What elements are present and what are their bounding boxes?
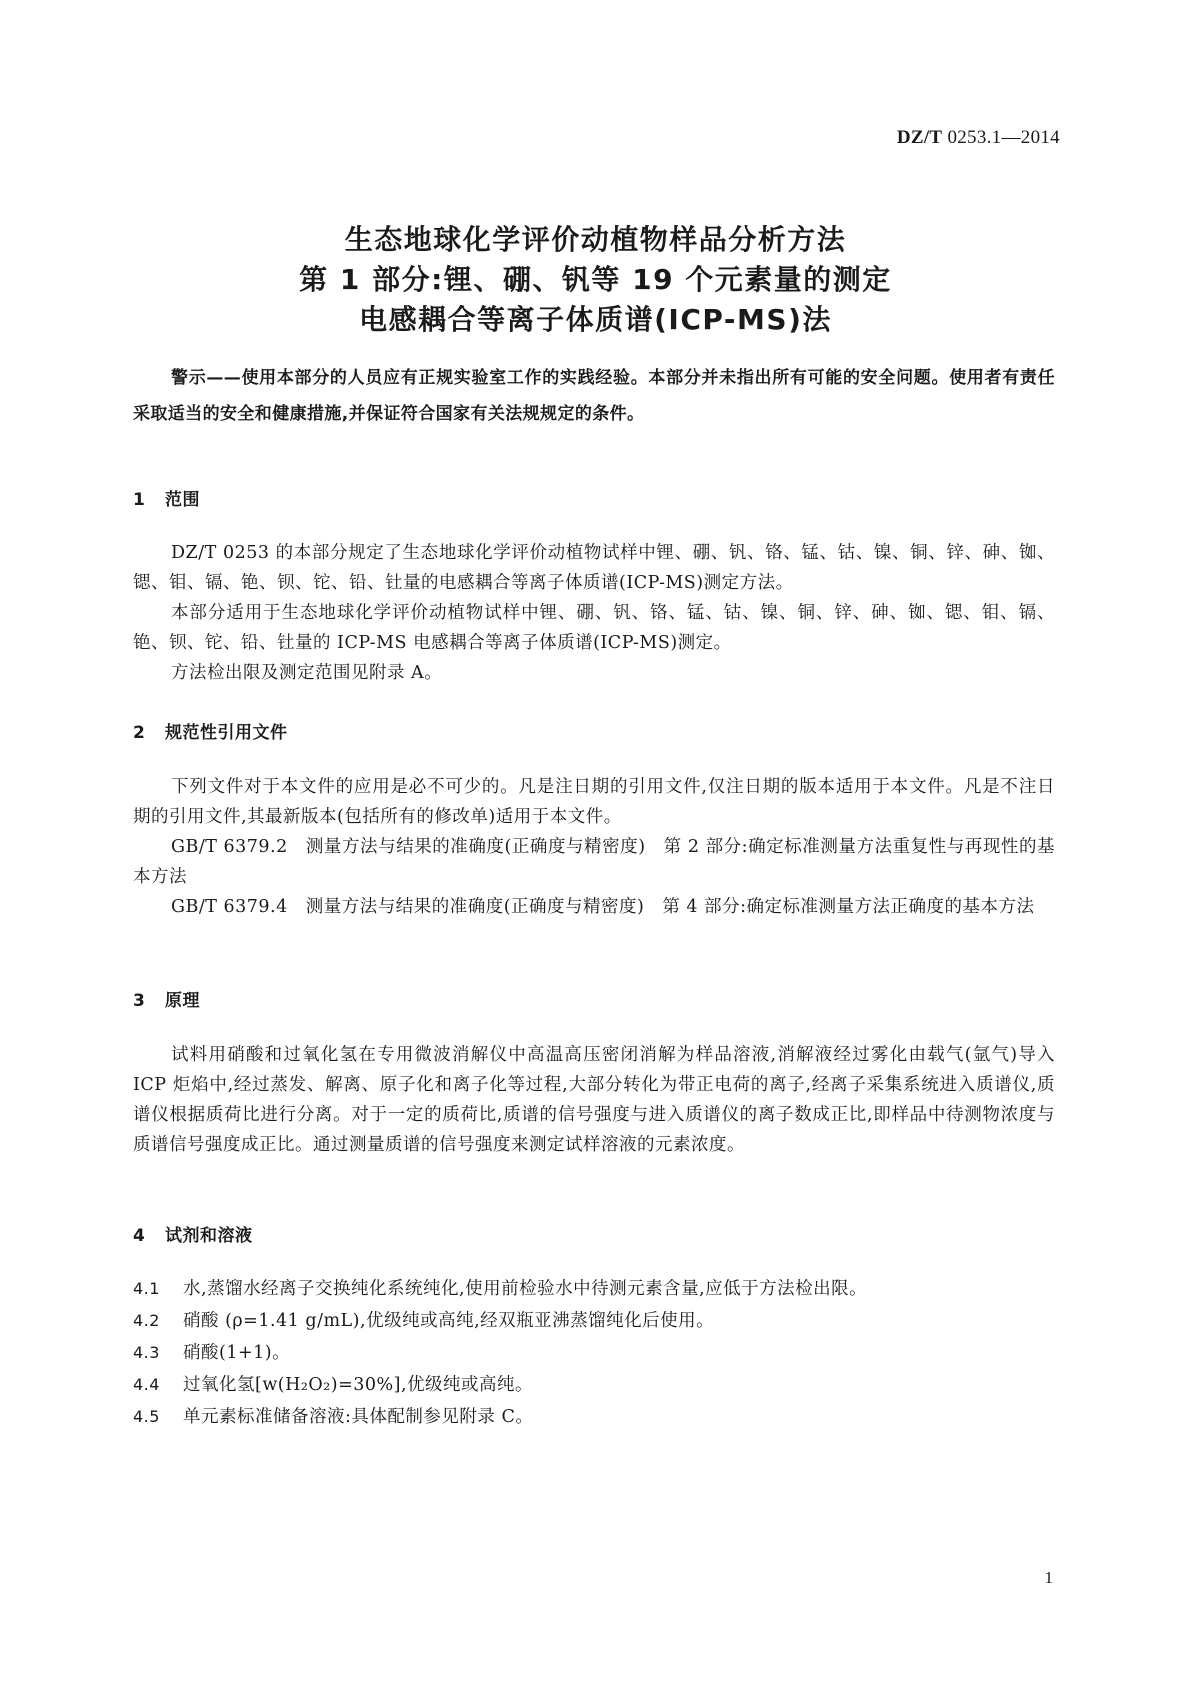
list-item: 4.4 过氧化氢[w(H₂O₂)=30%],优级纯或高纯。: [133, 1375, 534, 1395]
section-heading-4: 4 试剂和溶液: [133, 1226, 253, 1246]
list-item: 4.3 硝酸(1+1)。: [133, 1343, 291, 1363]
paragraph: 方法检出限及测定范围见附录 A。: [171, 663, 443, 683]
title-line-1: 生态地球化学评价动植物样品分析方法: [344, 223, 847, 256]
standard-code: DZ/T 0253.1—2014: [896, 127, 1060, 148]
safety-warning: 警示——使用本部分的人员应有正规实验室工作的实践经验。本部分并未指出所有可能的安全问题。使用者有责任采取适当的安全和健康措施,并保证符合国家有关法规规定的条件。: [133, 368, 1055, 424]
reference-item: GB/T 6379.4 测量方法与结果的准确度(正确度与精密度) 第 4 部分:确定标准测量方法正确度的基本方法: [171, 897, 1035, 917]
list-item: 4.2 硝酸 (ρ=1.41 g/mL),优级纯或高纯,经双瓶亚沸蒸馏纯化后使用。: [133, 1311, 715, 1331]
list-item: 4.1 水,蒸馏水经离子交换纯化系统纯化,使用前检验水中待测元素含量,应低于方法检出限。: [133, 1279, 868, 1299]
section-heading-2: 2 规范性引用文件: [133, 723, 288, 743]
list-item: 4.5 单元素标准储备溶液:具体配制参见附录 C。: [133, 1407, 534, 1427]
paragraph: 试料用硝酸和过氧化氢在专用微波消解仪中高温高压密闭消解为样品溶液,消解液经过雾化由载气(氩气)导入 ICP 炬焰中,经过蒸发、解离、原子化和离子化等过程,大部分转化为带正电荷的离子,经离子采集系统进入质谱仪,质谱仪根据质荷比进行分离。对于一定的质荷比,质谱的信号强度与进入质谱仪的离子数成正比,即样品中待测物浓度与质谱信号强度成正比。通过测量质谱的信号强度来测定试样溶液的元素浓度。: [133, 1045, 1055, 1155]
title-line-2: 第 1 部分:锂、硼、钒等 19 个元素量的测定: [299, 263, 892, 296]
reference-item: GB/T 6379.2 测量方法与结果的准确度(正确度与精密度) 第 2 部分:确定标准测量方法重复性与再现性的基本方法: [133, 837, 1055, 887]
paragraph: 下列文件对于本文件的应用是必不可少的。凡是注日期的引用文件,仅注日期的版本适用于本文件。凡是不注日期的引用文件,其最新版本(包括所有的修改单)适用于本文件。: [133, 777, 1055, 827]
paragraph: DZ/T 0253 的本部分规定了生态地球化学评价动植物试样中锂、硼、钒、铬、锰、钴、镍、铜、锌、砷、铷、锶、钼、镉、铯、钡、铊、铅、钍量的电感耦合等离子体质谱(ICP-MS)测定方法。: [133, 543, 1055, 593]
paragraph: 本部分适用于生态地球化学评价动植物试样中锂、硼、钒、铬、锰、钴、镍、铜、锌、砷、铷、锶、钼、镉、铯、钡、铊、铅、钍量的 ICP-MS 电感耦合等离子体质谱(ICP-MS)测定。: [133, 603, 1055, 653]
section-heading-3: 3 原理: [133, 991, 200, 1011]
title-line-3: 电感耦合等离子体质谱(ICP-MS)法: [359, 303, 832, 336]
section-heading-1: 1 范围: [133, 490, 200, 510]
page-number: 1: [1044, 1568, 1053, 1587]
